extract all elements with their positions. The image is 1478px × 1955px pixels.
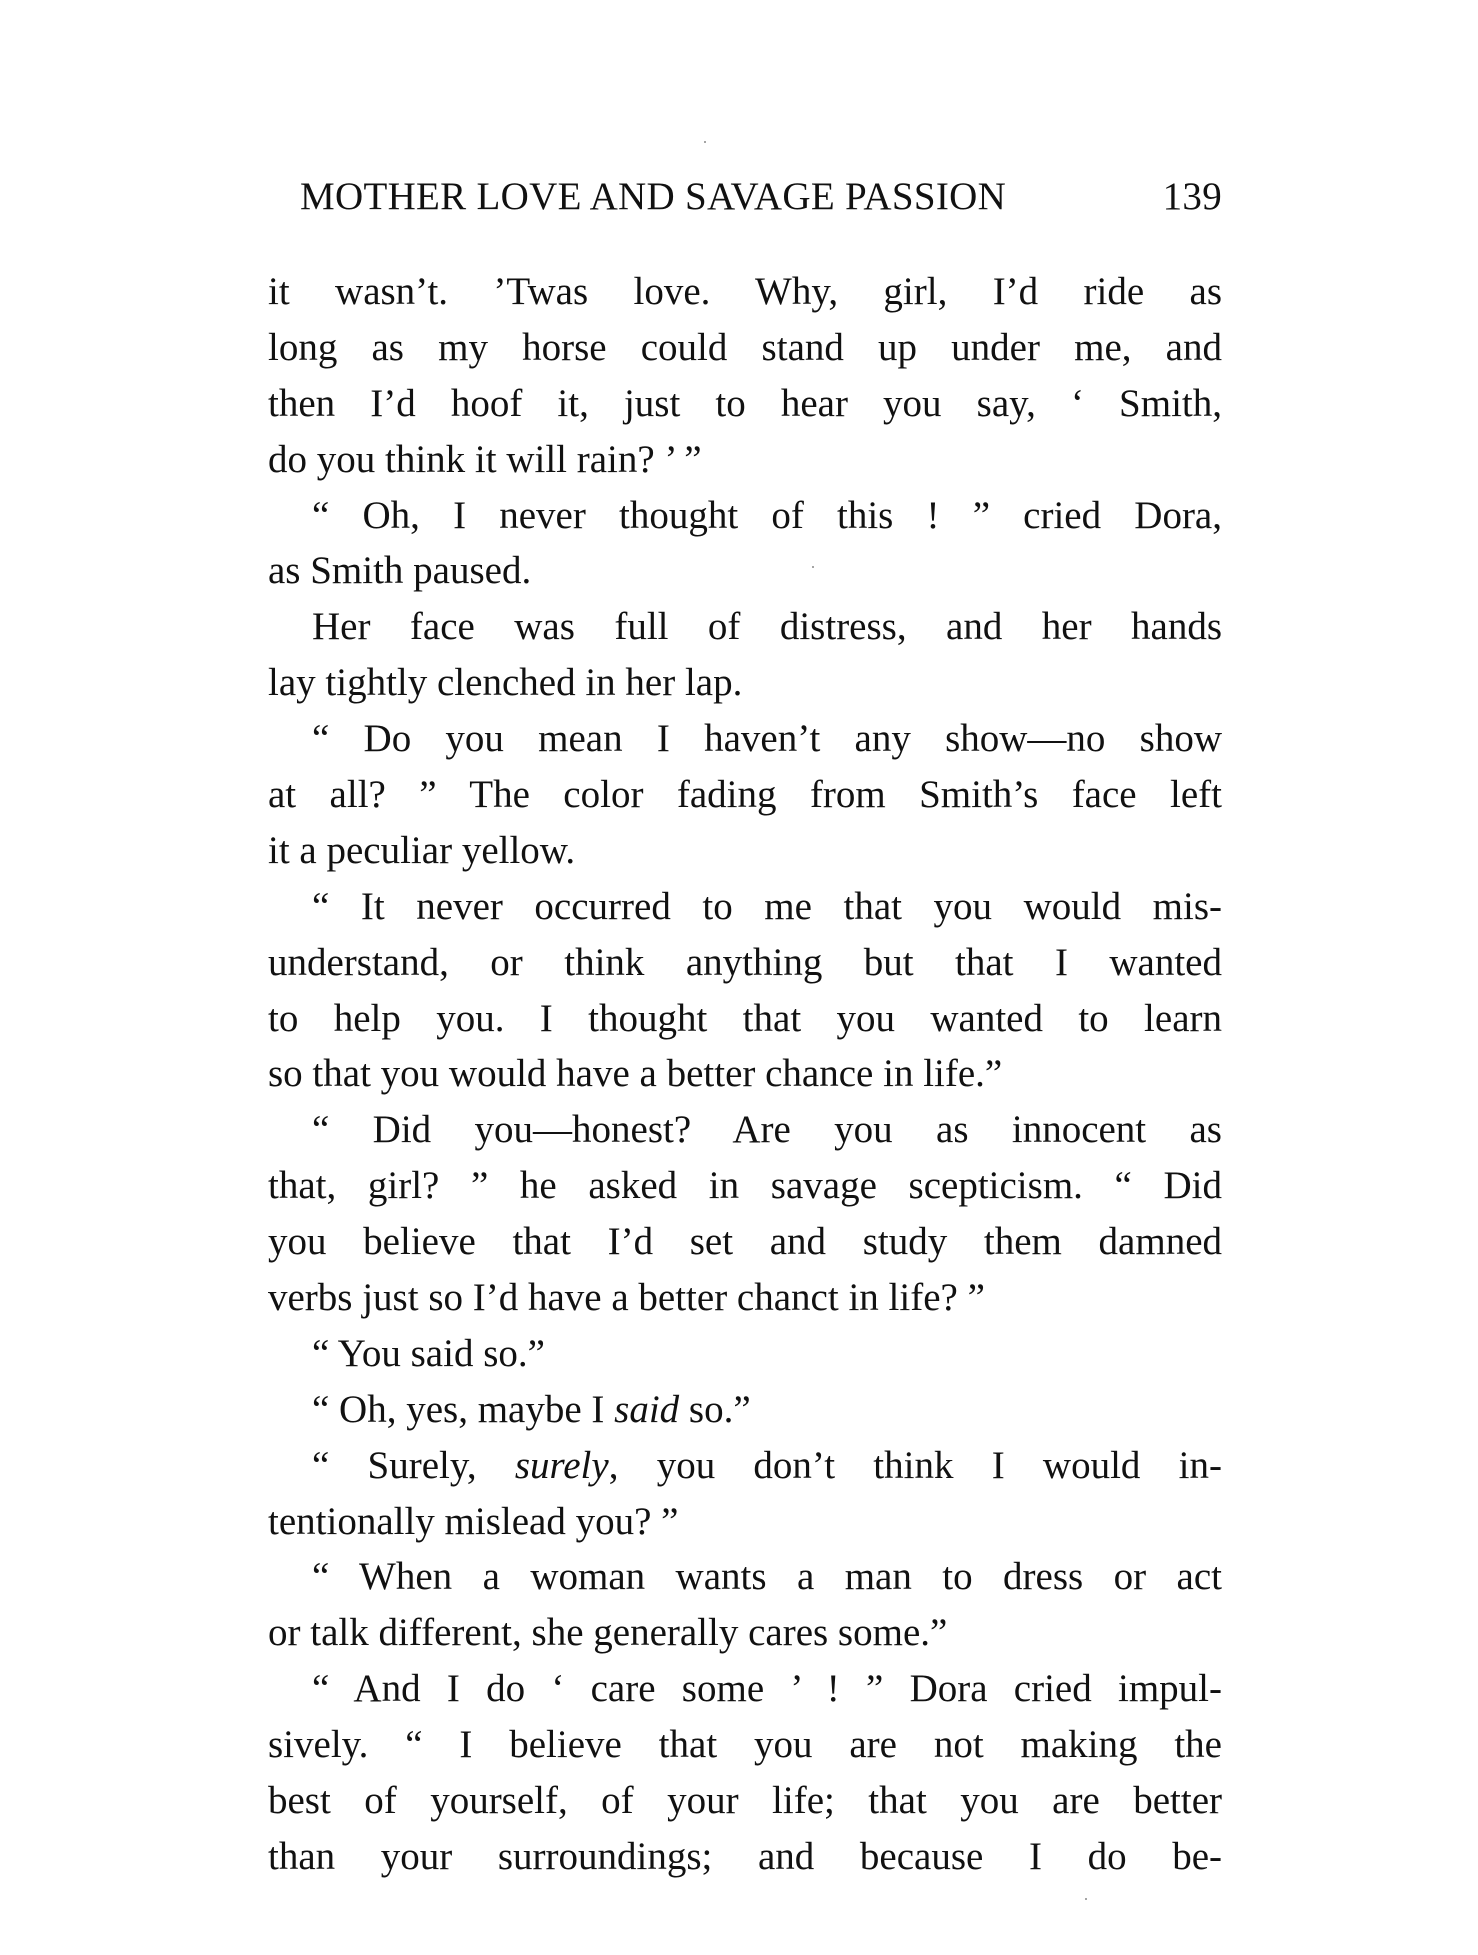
italic-word: said: [614, 1387, 680, 1431]
italic-word: surely: [514, 1443, 609, 1487]
text-line: “ And I do ‘ care some ’ ! ” Dora cried impul-: [312, 1667, 1222, 1711]
text-line: or talk different, she generally cares some.”: [268, 1611, 948, 1655]
text-line: it a peculiar yellow.: [268, 828, 576, 872]
text-segment: so.”: [679, 1387, 751, 1431]
text-line: Her face was full of distress, and her hands: [312, 605, 1222, 649]
text-segment: “ Oh, yes, maybe I: [312, 1387, 615, 1431]
text-line: “ You said so.”: [312, 1331, 545, 1375]
text-line: [268, 1382, 1222, 1438]
text-line: then I’d hoof it, just to hear you say, ‘ Smith,: [268, 381, 1222, 425]
running-title: MOTHER LOVE AND SAVAGE PASSION: [300, 175, 1007, 218]
text-line: best of yourself, of your life; that you are better: [268, 1779, 1222, 1823]
scan-speck: [704, 141, 706, 143]
text-line: “ It never occurred to me that you would mis-: [312, 884, 1222, 928]
text-line: sively. “ I believe that you are not making the: [268, 1723, 1222, 1767]
text-line: tentionally mislead you? ”: [268, 1499, 679, 1543]
text-line: that, girl? ” he asked in savage scepticism. “ Did: [268, 1164, 1222, 1208]
text-line: “ Do you mean I haven’t any show—no show: [312, 717, 1222, 761]
running-header: [300, 174, 1222, 219]
text-line: so that you would have a better chance in life.”: [268, 1052, 1003, 1096]
text-line: understand, or think anything but that I wanted: [268, 940, 1222, 984]
text-segment: “ Surely,: [312, 1443, 515, 1487]
text-line: than your surroundings; and because I do be-: [268, 1834, 1222, 1878]
text-line: lay tightly clenched in her lap.: [268, 661, 743, 705]
scan-speck: [812, 566, 814, 568]
text-line: “ Oh, I never thought of this ! ” cried Dora,: [312, 493, 1222, 537]
text-line: “ Did you—honest? Are you as innocent as: [312, 1108, 1222, 1152]
text-line: verbs just so I’d have a better chanct in life? ”: [268, 1276, 985, 1320]
text-line: as Smith paused.: [268, 549, 532, 593]
text-line: long as my horse could stand up under me, and: [268, 325, 1222, 369]
text-line: [268, 1438, 1222, 1494]
text-line: it wasn’t. ’Twas love. Why, girl, I’d ride as: [268, 270, 1222, 313]
text-line: you believe that I’d set and study them damned: [268, 1220, 1222, 1264]
text-line: to help you. I thought that you wanted to learn: [268, 996, 1222, 1040]
text-segment: , you don’t think I would in-: [608, 1443, 1222, 1487]
text-line: “ When a woman wants a man to dress or act: [312, 1555, 1222, 1599]
body-text: [268, 264, 1222, 1885]
page-number: 139: [1162, 175, 1222, 218]
scan-speck: [1085, 1898, 1087, 1900]
text-line: do you think it will rain? ’ ”: [268, 437, 702, 481]
text-line: at all? ” The color fading from Smith’s face left: [268, 773, 1222, 817]
